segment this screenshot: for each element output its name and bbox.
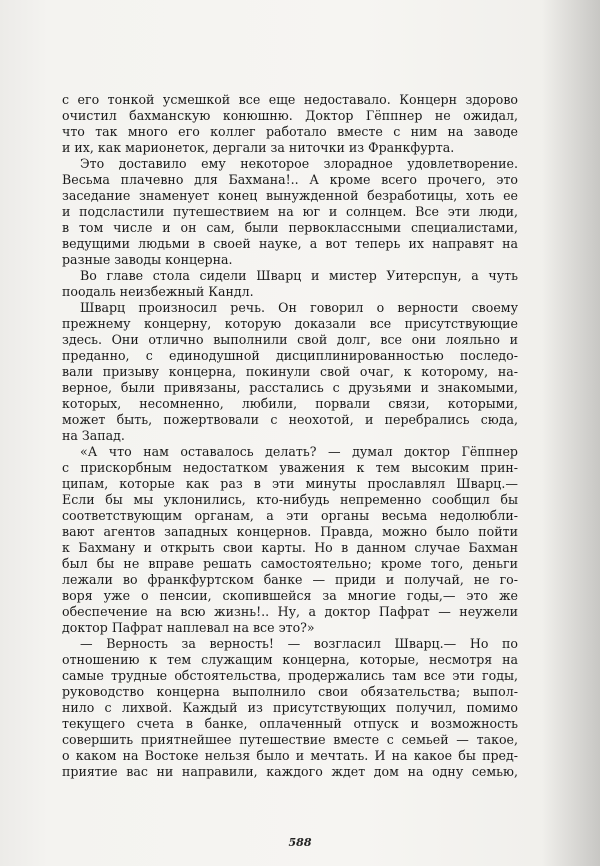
text-line: отношению к тем служащим концерна, которые, несмотря на [62,652,518,667]
paragraph [62,636,518,780]
text-line: преданно, с единодушной дисциплинированностью последо- [62,348,518,363]
text-line: и подсластили путешествием на юг и солнцем. Все эти люди, [62,204,518,219]
text-line: обеспечение на всю жизнь!.. Ну, а доктор Пафрат — неужели [62,604,518,619]
text-line: очистил бахманскую конюшню. Доктор Гёппнер не ожидал, [62,108,518,123]
text-line: ведущими людьми в своей науке, а вот теперь их направят на [62,236,518,251]
gutter-shadow [542,0,600,866]
text-line: Весьма плачевно для Бахмана!.. А кроме всего прочего, это [62,172,518,187]
paragraph [62,268,518,300]
text-line: воря уже о пенсии, скопившейся за многие годы,— это же [62,588,518,603]
body-text [62,92,518,780]
text-line: «А что нам оставалось делать? — думал доктор Гёппнер [80,444,518,459]
text-line: на Запад. [62,428,125,443]
text-line: соответствующим органам, а эти органы весьма недолюбли- [62,508,518,523]
text-line: здесь. Они отлично выполнили свой долг, все они лояльно и [62,332,518,347]
text-line: и их, как марионеток, дергали за ниточки из Франкфурта. [62,140,455,155]
text-line: приятие вас ни направили, каждого ждет дом на одну семью, [62,764,518,779]
text-line: вают агентов западных концернов. Правда, можно было пойти [62,524,518,539]
page-number: 588 [288,836,312,849]
text-line: доктор Пафрат наплевал на все это?» [62,620,315,635]
text-line: в том числе и он сам, были первоклассными специалистами, [62,220,518,235]
text-line: которых, несомненно, любили, порвали связи, которыми, [62,396,518,411]
text-line: текущего счета в банке, оплаченный отпуск и возможность [62,716,518,731]
text-line: прежнему концерну, которую доказали все присутствующие [62,316,518,331]
text-line: Если бы мы уклонились, кто-нибудь непременно сообщил бы [62,492,518,507]
text-line: самые трудные обстоятельства, продержались там все эти годы, [62,668,518,683]
text-line: совершить приятнейшее путешествие вместе с семьей — такое, [62,732,518,747]
text-line: нило с лихвой. Каждый из присутствующих получил, помимо [62,700,518,715]
text-line: может быть, пожертвовали с неохотой, и перебрались сюда, [62,412,518,427]
text-line: верное, были привязаны, расстались с друзьями и знакомыми, [62,380,518,395]
text-line: разные заводы концерна. [62,252,233,267]
paragraph [62,156,518,268]
text-line: с его тонкой усмешкой все еще недоставало. Концерн здорово [62,92,518,107]
text-line: о каком на Востоке нельзя было и мечтать. И на какое бы пред- [62,748,518,763]
text-line: с прискорбным недостатком уважения к тем высоким прин- [62,460,518,475]
text-line: что так много его коллег работало вместе с ним на заводе [62,124,518,139]
paragraph [62,92,518,156]
text-line: ципам, которые как раз в эти минуты прославлял Шварц.— [62,476,518,491]
text-line: руководство концерна выполнило свои обязательства; выпол- [62,684,518,699]
text-line: поодаль неизбежный Кандл. [62,284,254,299]
text-line: Шварц произносил речь. Он говорил о верности своему [80,300,518,315]
paragraph [62,444,518,636]
text-line: заседание знаменует конец вынужденной безработицы, хоть ее [62,188,518,203]
text-line: Это доставило ему некоторое злорадное удовлетворение. [80,156,518,171]
text-line: был бы не вправе решать самостоятельно; кроме того, деньги [62,556,518,571]
paragraph [62,300,518,444]
text-line: — Верность за верность! — возгласил Шварц.— Но по [80,636,518,651]
text-line: лежали во франкфуртском банке — приди и получай, не го- [62,572,518,587]
text-line: Во главе стола сидели Шварц и мистер Уитерспун, а чуть [80,268,518,283]
text-line: к Бахману и открыть свои карты. Но в данном случае Бахман [62,540,518,555]
text-line: вали призыву концерна, покинули свой очаг, к которому, на- [62,364,518,379]
